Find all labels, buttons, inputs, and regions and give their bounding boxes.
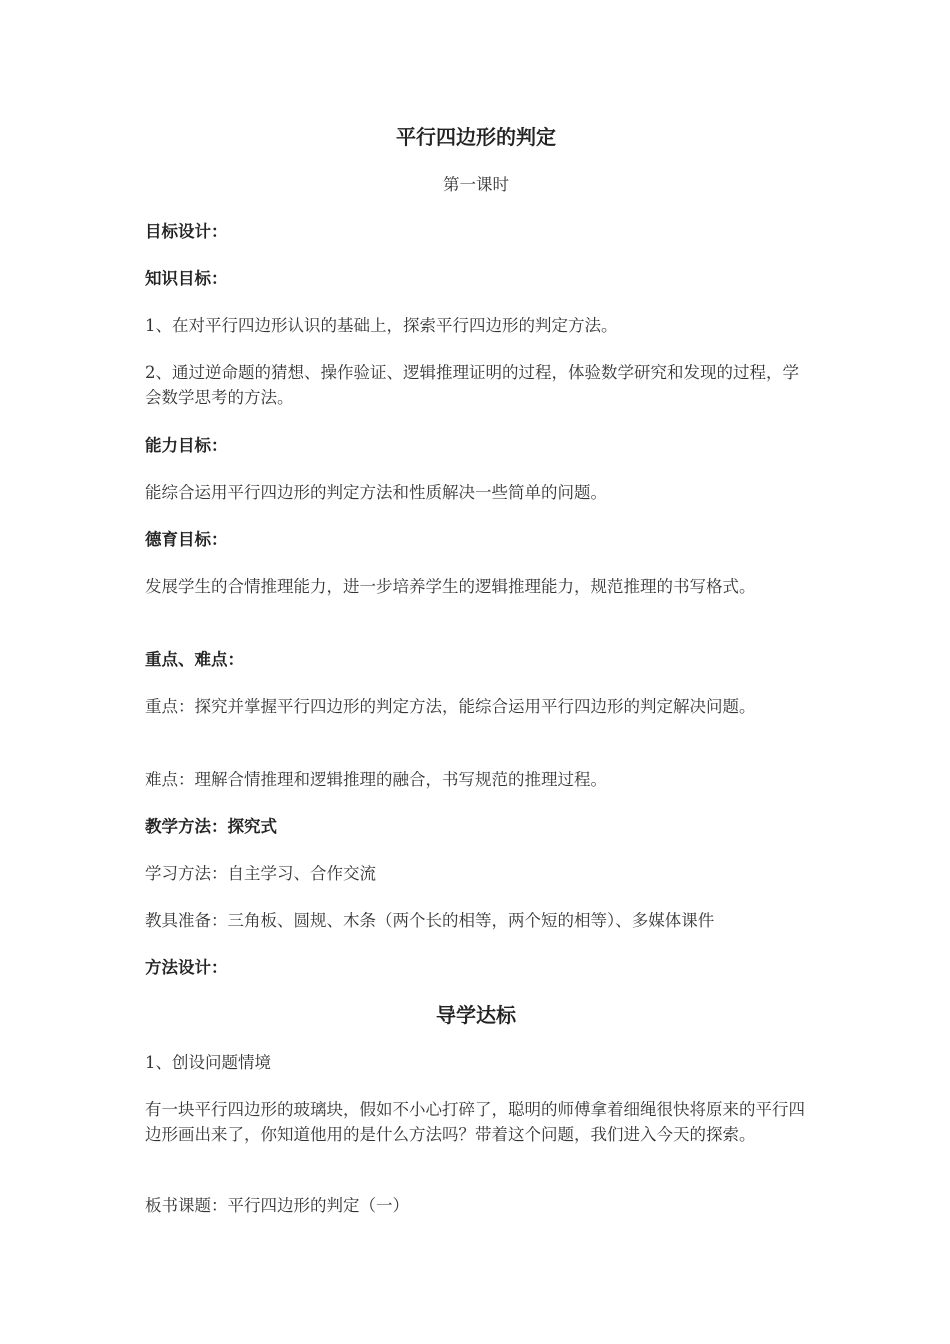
key-difficult-heading: 重点、难点： xyxy=(145,650,244,669)
knowledge-goal-2: 2、通过逆命题的猜想、操作验证、逻辑推理证明的过程，体验数学研究和发现的过程，学会数学思考的方法。 xyxy=(145,363,799,407)
ability-goal-text: 能综合运用平行四边形的判定方法和性质解决一些简单的问题。 xyxy=(145,483,607,502)
section-1-text: 有一块平行四边形的玻璃块，假如不小心打碎了，聪明的师傅拿着细绳很快将原来的平行四边形画出来了，你知道他用的是什么方法吗？带着这个问题，我们进入今天的探索。 xyxy=(145,1100,805,1144)
key-point-text: 重点：探究并掌握平行四边形的判定方法，能综合运用平行四边形的判定解决问题。 xyxy=(145,697,756,716)
knowledge-goal-heading: 知识目标： xyxy=(145,269,228,288)
teaching-aids: 教具准备：三角板、圆规、木条（两个长的相等，两个短的相等）、多媒体课件 xyxy=(145,911,715,930)
learning-method: 学习方法：自主学习、合作交流 xyxy=(145,864,376,883)
moral-goal-heading: 德育目标： xyxy=(145,530,228,549)
document-title: 平行四边形的判定 xyxy=(396,125,556,149)
document-subtitle: 第一课时 xyxy=(443,175,509,194)
difficult-point-text: 难点：理解合情推理和逻辑推理的融合，书写规范的推理过程。 xyxy=(145,770,607,789)
knowledge-goal-1: 1、在对平行四边形认识的基础上，探索平行四边形的判定方法。 xyxy=(145,316,618,335)
board-title: 板书课题：平行四边形的判定（一） xyxy=(145,1196,409,1215)
goal-design-heading: 目标设计： xyxy=(145,222,228,241)
ability-goal-heading: 能力目标： xyxy=(145,436,228,455)
section-1-heading: 1、创设问题情境 xyxy=(145,1053,271,1072)
guided-learning-heading: 导学达标 xyxy=(436,1003,516,1027)
method-design-heading: 方法设计： xyxy=(145,958,228,977)
teaching-method: 教学方法：探究式 xyxy=(145,817,277,836)
moral-goal-text: 发展学生的合情推理能力，进一步培养学生的逻辑推理能力，规范推理的书写格式。 xyxy=(145,577,756,596)
